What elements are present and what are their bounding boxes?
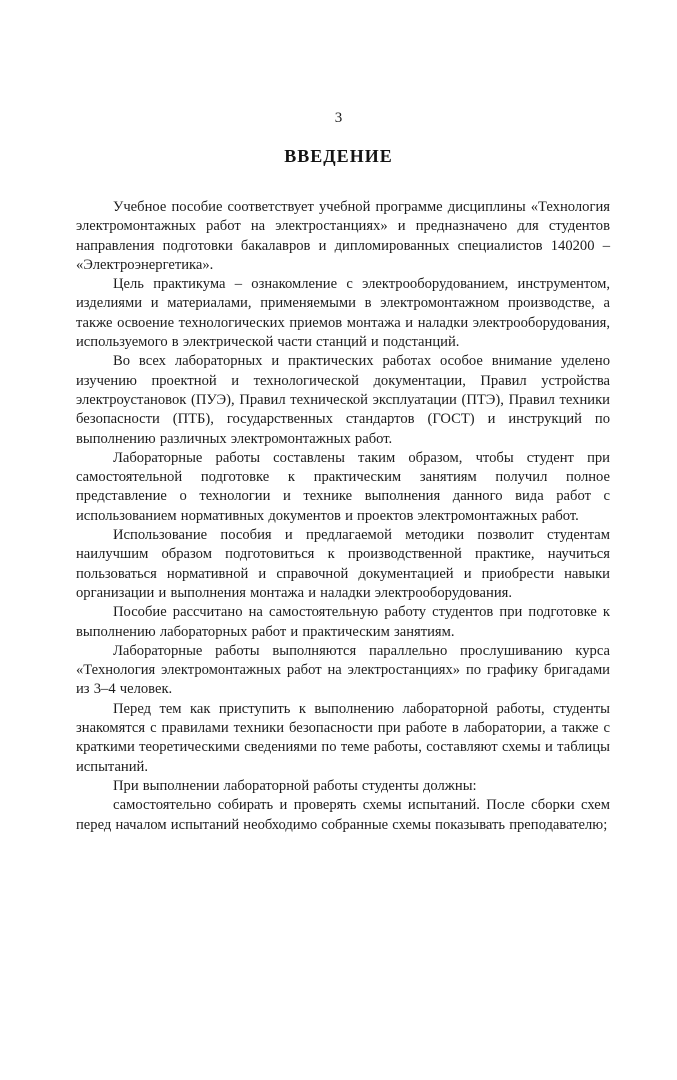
page-title: ВВЕДЕНИЕ (284, 146, 393, 166)
paragraph: Пособие рассчитано на самостоятельную работу студентов при подготовке к выполнению лабораторных работ и практическим занятиям. (76, 604, 610, 640)
paragraph: Использование пособия и предлагаемой методики позволит студентам наилучшим образом подготовиться к производственной практике, научиться пользоваться нормативной и справочной документацией и приобрести навыки организации и выполнения монтажа и наладки электрооборудования. (76, 527, 610, 601)
page-number: 3 (334, 110, 343, 126)
paragraph: Цель практикума – ознакомление с электрооборудованием, инструментом, изделиями и материалами, применяемыми в электромонтажном производстве, а также освоение технологических приемов монтажа и наладки электрооборудования, используемого в электрической части станций и подстанций. (76, 276, 610, 351)
paragraph: самостоятельно собирать и проверять схемы испытаний. После сборки схем перед началом испытаний необходимо собранные схемы показывать преподавателю; (76, 797, 610, 833)
paragraph: Перед тем как приступить к выполнению лабораторной работы, студенты знакомятся с правилами техники безопасности при работе в лаборатории, а также с краткими теоретическими сведениями по теме работы, составляют схемы и таблицы испытаний. (76, 700, 610, 775)
paragraph: Во всех лабораторных и практических работах особое внимание уделено изучению проектной и технологической документации, Правил устройства электроустановок (ПУЭ), Правил технической эксплуатации (ПТЭ), Правил техники безопасности (ПТБ), государственных стандартов (ГОСТ) и инструкций по выполнению различных электромонтажных работ. (76, 353, 610, 447)
paragraph: Лабораторные работы составлены таким образом, чтобы студент при самостоятельной подготовке к практическим занятиям получил полное представление о технологии и технике выполнения данного вида работ с использованием нормативных документов и проектов электромонтажных работ. (76, 449, 610, 524)
paragraph: При выполнении лабораторной работы студенты должны: (113, 777, 477, 794)
paragraph: Учебное пособие соответствует учебной программе дисциплины «Технология электромонтажных работ на электростанциях» и предназначено для студентов направления подготовки бакалавров и дипломированных специалистов 140200 – «Электроэнергетика». (76, 199, 610, 273)
paragraph: Лабораторные работы выполняются параллельно прослушиванию курса «Технология электромонтажных работ на электростанциях» по графику бригадами из 3–4 человек. (76, 642, 610, 698)
document-body (76, 198, 610, 835)
